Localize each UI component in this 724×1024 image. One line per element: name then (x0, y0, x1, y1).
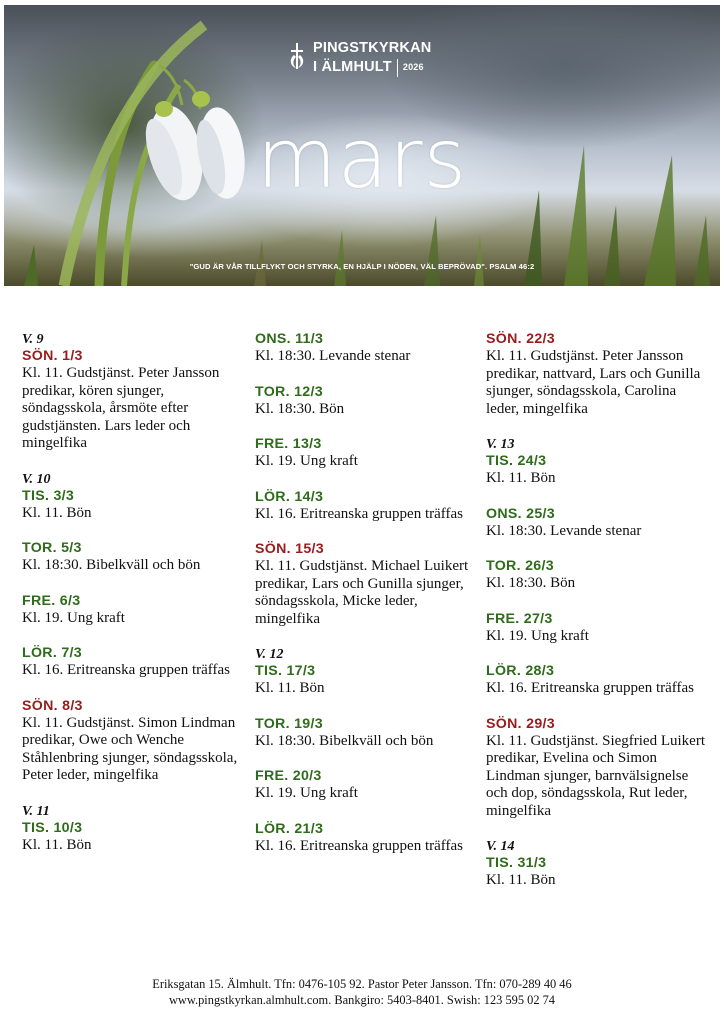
event-description: Kl. 11. Gudstjänst. Michael Luikert predikar, Lars och Gunilla sjunger, söndagsskola, Micke leder, mingelfika (255, 558, 469, 627)
footer-web-payment: www.pingstkyrkan.almhult.com. Bankgiro: 5403-8401. Swish: 123 595 02 74 (168, 993, 556, 1007)
event-date: ONS. 11/3 (255, 331, 324, 347)
event-description: Kl. 16. Eritreanska gruppen träffas (22, 662, 230, 678)
event-description: Kl. 11. Gudstjänst. Siegfried Luikert predikar, Evelina och Simon Lindman sjunger, barnvälsignelse och dop, söndagsskola, Rut leder, mingelfika (486, 732, 705, 819)
schedule-entry (22, 645, 242, 680)
schedule-entry (486, 506, 706, 541)
schedule-entry (486, 558, 706, 593)
event-description: Kl. 11. Bön (486, 872, 556, 888)
event-date: TOR. 19/3 (255, 715, 323, 732)
event-date: SÖN. 1/3 (22, 348, 83, 364)
event-description: Kl. 18:30. Bibelkväll och bön (22, 557, 201, 573)
event-date: LÖR. 7/3 (22, 645, 82, 661)
org-name-line2: I ÄLMHULT (313, 59, 392, 75)
event-description: Kl. 11. Gudstjänst. Peter Jansson predikar, kören sjunger, söndagsskola, årsmöte efter gudstjänsten. Lars leder och mingelfika (22, 365, 220, 451)
schedule-entry (255, 663, 475, 698)
schedule-column-3 (486, 331, 706, 908)
event-date: TIS. 10/3 (22, 819, 83, 836)
schedule-entry (486, 663, 706, 698)
contact-footer (0, 976, 724, 1008)
event-date: SÖN. 29/3 (486, 715, 555, 732)
schedule-entry (22, 540, 242, 575)
month-title: mars (256, 112, 468, 207)
week-number: V. 13 (486, 437, 515, 452)
event-description: Kl. 11. Gudstjänst. Simon Lindman predikar, Owe och Wenche Ståhlenbring sjunger, söndagsskola, Peter leder, mingelfika (22, 714, 238, 783)
schedule-entry (255, 489, 475, 524)
event-description: Kl. 18:30. Bibelkväll och bön (255, 732, 434, 749)
event-description: Kl. 16. Eritreanska gruppen träffas (255, 837, 463, 854)
schedule-entry (22, 488, 242, 523)
event-date: FRE. 27/3 (486, 610, 553, 627)
schedule-entry (22, 820, 242, 855)
schedule-column-1 (22, 331, 242, 872)
week-number: V. 11 (22, 803, 50, 819)
event-description: Kl. 11. Bön (22, 836, 92, 853)
event-description: Kl. 18:30. Bön (255, 400, 345, 417)
schedule-entry (22, 593, 242, 628)
week-number: V. 9 (22, 332, 44, 347)
event-description: Kl. 11. Bön (22, 504, 92, 521)
logo-year: 2026 (402, 62, 424, 72)
event-description: Kl. 18:30. Levande stenar (255, 348, 411, 364)
event-description: Kl. 11. Bön (486, 470, 556, 486)
event-description: Kl. 18:30. Levande stenar (486, 522, 642, 539)
event-date: TOR. 26/3 (486, 558, 554, 574)
event-date: SÖN. 15/3 (255, 541, 324, 557)
event-description: Kl. 16. Eritreanska gruppen träffas (255, 505, 463, 522)
event-date: LÖR. 28/3 (486, 663, 555, 679)
event-date: FRE. 20/3 (255, 768, 322, 784)
schedule-entry (22, 348, 242, 453)
flame-cross-icon (287, 41, 307, 71)
org-name-line1: PINGSTKYRKAN (313, 40, 432, 56)
event-date: SÖN. 22/3 (486, 331, 555, 347)
event-description: Kl. 19. Ung kraft (22, 609, 125, 626)
event-date: TOR. 5/3 (22, 540, 82, 556)
schedule-entry (22, 698, 242, 785)
event-date: ONS. 25/3 (486, 505, 555, 522)
event-date: TIS. 24/3 (486, 453, 547, 469)
week-number: V. 14 (486, 839, 515, 854)
schedule-entry (255, 768, 475, 803)
event-date: FRE. 6/3 (22, 592, 81, 609)
schedule-entry (486, 611, 706, 646)
schedule-entry (486, 331, 706, 418)
event-date: FRE. 13/3 (255, 436, 322, 452)
schedule-entry (255, 541, 475, 628)
schedule-column-2 (255, 331, 475, 873)
header-banner (4, 5, 720, 286)
event-date: TOR. 12/3 (255, 383, 323, 400)
bible-verse: "GUD ÄR VÅR TILLFLYKT OCH STYRKA, EN HJÄLP I NÖDEN, VÄL BEPRÖVAD". PSALM 46:2 (189, 262, 535, 271)
event-date: LÖR. 14/3 (255, 488, 324, 505)
event-description: Kl. 11. Gudstjänst. Peter Jansson predikar, nattvard, Lars och Gunilla sjunger, söndagsskola, Carolina leder, mingelfika (486, 348, 701, 417)
schedule-entry (255, 384, 475, 419)
event-date: SÖN. 8/3 (22, 697, 83, 714)
logo-divider (397, 59, 398, 77)
event-description: Kl. 19. Ung kraft (255, 785, 358, 801)
event-description: Kl. 11. Bön (255, 680, 325, 696)
event-date: TIS. 17/3 (255, 663, 316, 679)
church-logo (287, 39, 431, 77)
schedule-entry (486, 855, 706, 890)
event-description: Kl. 19. Ung kraft (486, 627, 589, 644)
schedule-entry (255, 716, 475, 751)
event-description: Kl. 19. Ung kraft (255, 453, 358, 469)
schedule-entry (255, 436, 475, 471)
week-number: V. 10 (22, 471, 51, 487)
event-date: TIS. 31/3 (486, 855, 547, 871)
event-description: Kl. 18:30. Bön (486, 575, 576, 591)
schedule-entry (486, 453, 706, 488)
schedule-entry (255, 331, 475, 366)
schedule-entry (255, 821, 475, 856)
event-description: Kl. 16. Eritreanska gruppen träffas (486, 680, 694, 696)
footer-address: Eriksgatan 15. Älmhult. Tfn: 0476-105 92. Pastor Peter Jansson. Tfn: 070-289 40 46 (152, 977, 572, 991)
event-date: LÖR. 21/3 (255, 820, 324, 837)
event-date: TIS. 3/3 (22, 487, 75, 504)
schedule-entry (486, 716, 706, 821)
week-number: V. 12 (255, 647, 284, 662)
